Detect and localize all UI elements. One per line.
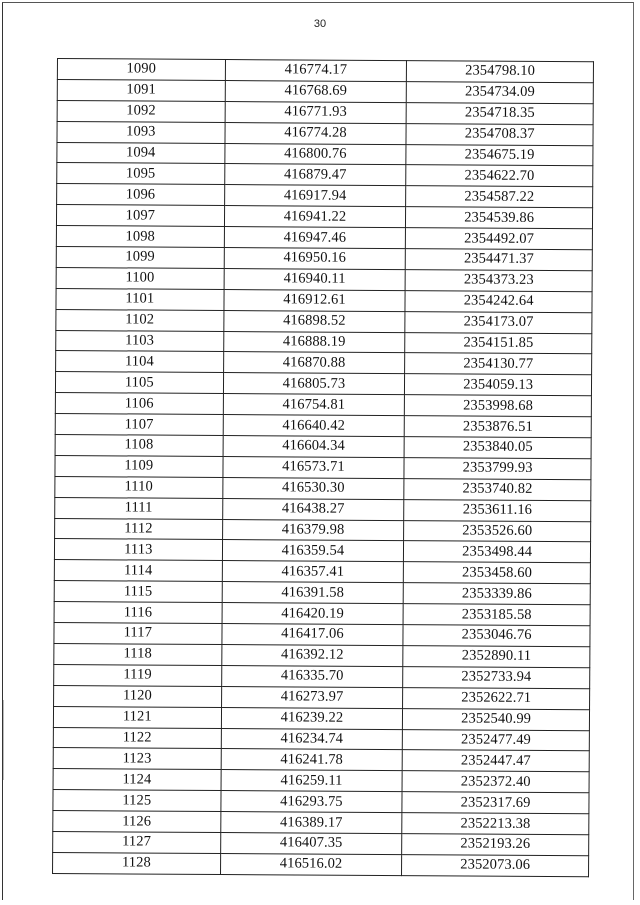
point-number-cell: 1092 — [57, 100, 225, 122]
x-coordinate-cell: 416259.11 — [221, 770, 403, 792]
y-coordinate-cell: 2352193.26 — [402, 834, 589, 856]
x-coordinate-cell: 416389.17 — [220, 812, 402, 834]
y-coordinate-cell: 2354675.19 — [406, 144, 593, 166]
y-coordinate-cell: 2354151.85 — [405, 332, 592, 354]
point-number-cell: 1120 — [54, 685, 222, 707]
point-number-cell: 1106 — [55, 393, 223, 415]
x-coordinate-cell: 416417.06 — [222, 624, 404, 646]
y-coordinate-cell: 2352372.40 — [402, 771, 589, 793]
point-number-cell: 1109 — [55, 455, 223, 477]
x-coordinate-cell: 416774.28 — [225, 122, 407, 144]
y-coordinate-cell: 2354734.09 — [407, 82, 594, 104]
point-number-cell: 1116 — [54, 602, 222, 624]
x-coordinate-cell: 416234.74 — [221, 728, 403, 750]
x-coordinate-cell: 416771.93 — [225, 101, 407, 123]
point-number-cell: 1091 — [57, 79, 225, 101]
y-coordinate-cell: 2354708.37 — [406, 123, 593, 145]
y-coordinate-cell: 2353498.44 — [404, 541, 591, 563]
y-coordinate-cell: 2352540.99 — [403, 708, 590, 730]
x-coordinate-cell: 416379.98 — [222, 519, 404, 541]
point-number-cell: 1117 — [54, 623, 222, 645]
x-coordinate-cell: 416941.22 — [224, 206, 406, 228]
y-coordinate-cell: 2352477.49 — [403, 729, 590, 751]
y-coordinate-cell: 2353998.68 — [405, 395, 592, 417]
y-coordinate-cell: 2352073.06 — [402, 854, 589, 876]
y-coordinate-cell: 2352890.11 — [403, 646, 590, 668]
x-coordinate-cell: 416359.54 — [222, 540, 404, 562]
y-coordinate-cell: 2354539.86 — [406, 207, 593, 229]
point-number-cell: 1114 — [54, 560, 222, 582]
y-coordinate-cell: 2354373.23 — [405, 270, 592, 292]
point-number-cell: 1121 — [53, 706, 221, 728]
x-coordinate-cell: 416604.34 — [223, 436, 405, 458]
x-coordinate-cell: 416805.73 — [223, 373, 405, 395]
point-number-cell: 1115 — [54, 581, 222, 603]
point-number-cell: 1100 — [56, 267, 224, 289]
y-coordinate-cell: 2353458.60 — [404, 562, 591, 584]
point-number-cell: 1111 — [55, 497, 223, 519]
x-coordinate-cell: 416273.97 — [221, 686, 403, 708]
y-coordinate-cell: 2354130.77 — [405, 353, 592, 375]
x-coordinate-cell: 416392.12 — [221, 644, 403, 666]
point-number-cell: 1123 — [53, 748, 221, 770]
x-coordinate-cell: 416407.35 — [220, 832, 402, 854]
point-number-cell: 1128 — [53, 852, 221, 874]
point-number-cell: 1126 — [53, 811, 221, 833]
scan-edge-mark — [3, 700, 4, 780]
y-coordinate-cell: 2354242.64 — [405, 290, 592, 312]
y-coordinate-cell: 2353339.86 — [403, 583, 590, 605]
page-number: 30 — [313, 18, 327, 30]
x-coordinate-cell: 416241.78 — [221, 749, 403, 771]
y-coordinate-cell: 2354718.35 — [406, 102, 593, 124]
x-coordinate-cell: 416239.22 — [221, 707, 403, 729]
point-number-cell: 1108 — [55, 435, 223, 457]
y-coordinate-cell: 2354798.10 — [407, 61, 594, 83]
x-coordinate-cell: 416940.11 — [224, 268, 406, 290]
y-coordinate-cell: 2354622.70 — [406, 165, 593, 187]
point-number-cell: 1101 — [56, 288, 224, 310]
point-number-cell: 1103 — [56, 330, 224, 352]
point-number-cell: 1110 — [55, 476, 223, 498]
x-coordinate-cell: 416573.71 — [223, 456, 405, 478]
y-coordinate-cell: 2353046.76 — [403, 625, 590, 647]
point-number-cell: 1097 — [56, 205, 224, 227]
point-number-cell: 1113 — [54, 539, 222, 561]
x-coordinate-cell: 416879.47 — [224, 164, 406, 186]
y-coordinate-cell: 2354587.22 — [406, 186, 593, 208]
point-number-cell: 1102 — [56, 309, 224, 331]
x-coordinate-cell: 416754.81 — [223, 394, 405, 416]
point-number-cell: 1090 — [57, 59, 225, 81]
x-coordinate-cell: 416438.27 — [222, 498, 404, 520]
point-number-cell: 1112 — [55, 518, 223, 540]
x-coordinate-cell: 416768.69 — [225, 80, 407, 102]
point-number-cell: 1095 — [57, 163, 225, 185]
y-coordinate-cell: 2354059.13 — [405, 374, 592, 396]
point-number-cell: 1094 — [57, 142, 225, 164]
point-number-cell: 1107 — [55, 414, 223, 436]
y-coordinate-cell: 2353526.60 — [404, 520, 591, 542]
x-coordinate-cell: 416950.16 — [224, 248, 406, 270]
point-number-cell: 1125 — [53, 790, 221, 812]
y-coordinate-cell: 2353840.05 — [404, 437, 591, 459]
coordinates-table — [52, 58, 594, 877]
x-coordinate-cell: 416293.75 — [221, 791, 403, 813]
y-coordinate-cell: 2354492.07 — [406, 228, 593, 250]
x-coordinate-cell: 416530.30 — [222, 477, 404, 499]
x-coordinate-cell: 416917.94 — [224, 185, 406, 207]
x-coordinate-cell: 416640.42 — [223, 415, 405, 437]
y-coordinate-cell: 2353740.82 — [404, 478, 591, 500]
y-coordinate-cell: 2353876.51 — [404, 416, 591, 438]
x-coordinate-cell: 416335.70 — [221, 665, 403, 687]
coordinates-table-body — [53, 59, 594, 877]
y-coordinate-cell: 2353185.58 — [403, 604, 590, 626]
point-number-cell: 1122 — [53, 727, 221, 749]
x-coordinate-cell: 416800.76 — [224, 143, 406, 165]
x-coordinate-cell: 416898.52 — [223, 310, 405, 332]
y-coordinate-cell: 2354173.07 — [405, 311, 592, 333]
x-coordinate-cell: 416774.17 — [225, 60, 407, 82]
y-coordinate-cell: 2353799.93 — [404, 458, 591, 480]
point-number-cell: 1104 — [56, 351, 224, 373]
point-number-cell: 1119 — [54, 664, 222, 686]
x-coordinate-cell: 416516.02 — [220, 853, 402, 875]
point-number-cell: 1124 — [53, 769, 221, 791]
x-coordinate-cell: 416912.61 — [224, 289, 406, 311]
y-coordinate-cell: 2352213.38 — [402, 813, 589, 835]
y-coordinate-cell: 2354471.37 — [406, 249, 593, 271]
point-number-cell: 1093 — [57, 121, 225, 143]
point-number-cell: 1096 — [57, 184, 225, 206]
y-coordinate-cell: 2352733.94 — [403, 666, 590, 688]
x-coordinate-cell: 416420.19 — [222, 603, 404, 625]
x-coordinate-cell: 416391.58 — [222, 582, 404, 604]
point-number-cell: 1098 — [56, 226, 224, 248]
point-number-cell: 1105 — [55, 372, 223, 394]
point-number-cell: 1099 — [56, 247, 224, 269]
y-coordinate-cell: 2352317.69 — [402, 792, 589, 814]
y-coordinate-cell: 2352622.71 — [403, 687, 590, 709]
x-coordinate-cell: 416870.88 — [223, 352, 405, 374]
y-coordinate-cell: 2353611.16 — [404, 499, 591, 521]
x-coordinate-cell: 416357.41 — [222, 561, 404, 583]
table-row — [53, 852, 589, 876]
x-coordinate-cell: 416947.46 — [224, 227, 406, 249]
y-coordinate-cell: 2352447.47 — [402, 750, 589, 772]
point-number-cell: 1118 — [54, 643, 222, 665]
point-number-cell: 1127 — [53, 831, 221, 853]
x-coordinate-cell: 416888.19 — [223, 331, 405, 353]
